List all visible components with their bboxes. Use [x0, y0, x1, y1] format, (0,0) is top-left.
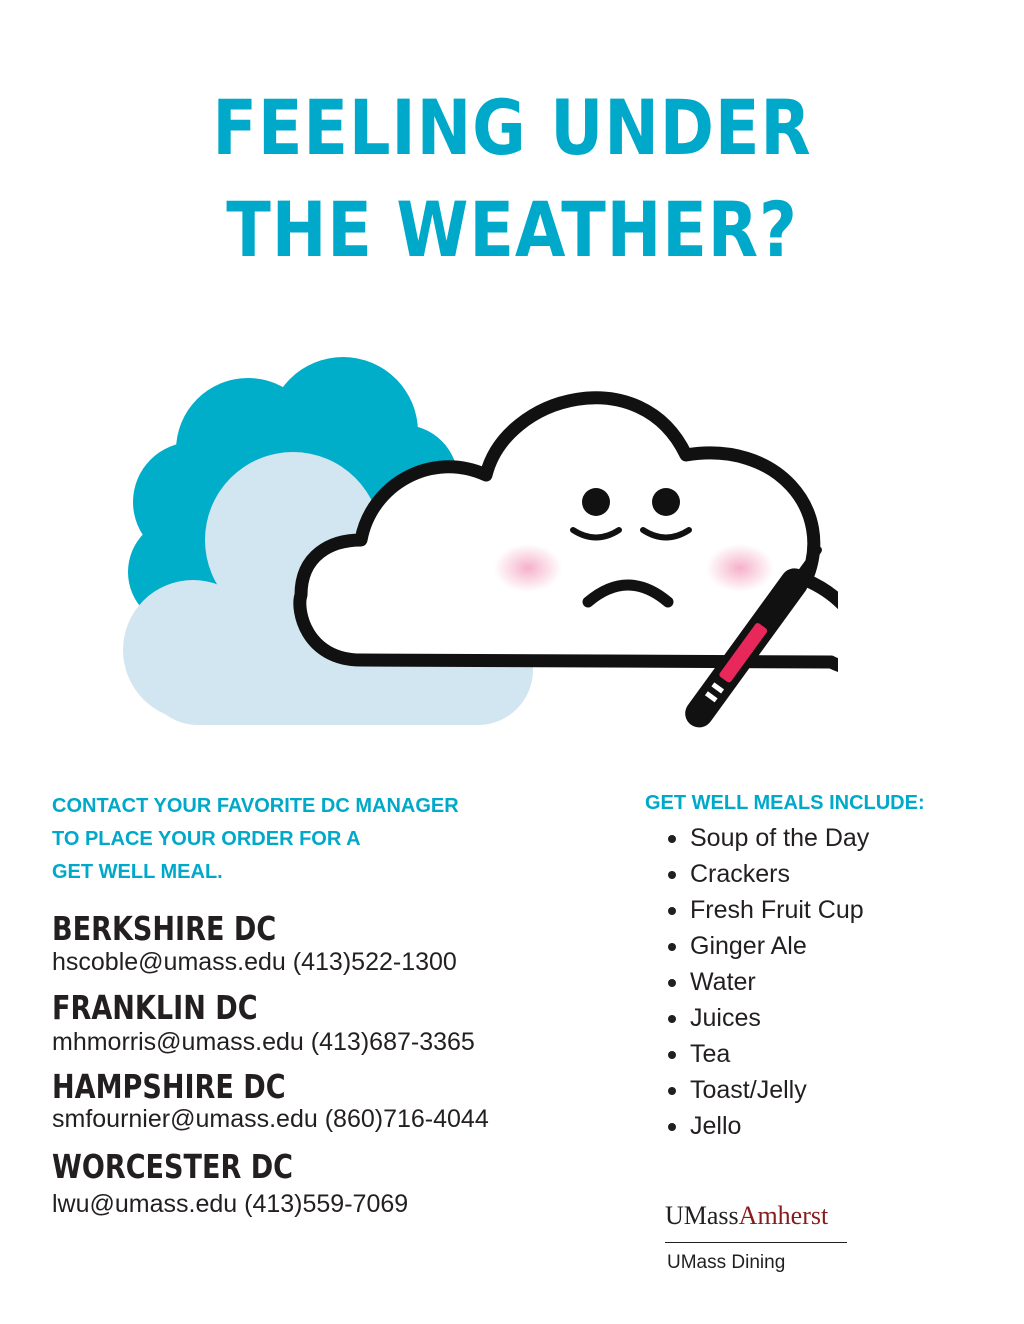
franklin-dc-phone[interactable]: (413)687-3365 — [310, 1028, 475, 1056]
logo-subtitle: UMass Dining — [667, 1252, 786, 1273]
headline-line-2: THE WEATHER? — [226, 185, 798, 274]
meal-item: Soup of the Day — [690, 820, 869, 856]
berkshire-dc-phone[interactable]: (413)522-1300 — [292, 948, 457, 976]
franklin-dc-heading: FRANKLIN DC — [52, 988, 258, 1027]
headline-line-1: FEELING UNDER — [212, 83, 812, 172]
hampshire-dc-phone[interactable]: (860)716-4044 — [324, 1105, 489, 1133]
umass-amherst-logo — [665, 1203, 828, 1229]
meal-item: Ginger Ale — [690, 928, 869, 964]
meal-item: Fresh Fruit Cup — [690, 892, 869, 928]
worcester-dc-heading: WORCESTER DC — [52, 1147, 294, 1186]
meals-list — [690, 820, 869, 1144]
berkshire-dc-email[interactable]: hscoble@umass.edu — [52, 948, 286, 976]
berkshire-dc-heading: BERKSHIRE DC — [52, 909, 277, 948]
logo-divider — [665, 1242, 847, 1243]
worcester-dc-phone[interactable]: (413)559-7069 — [244, 1190, 409, 1218]
worcester-dc-email[interactable]: lwu@umass.edu — [52, 1190, 238, 1218]
berkshire-dc-contact — [52, 950, 457, 975]
hampshire-dc-heading: HAMPSHIRE DC — [52, 1067, 286, 1106]
contact-instructions-line: TO PLACE YOUR ORDER FOR A — [52, 828, 361, 850]
franklin-dc-contact — [52, 1030, 475, 1055]
meals-heading: GET WELL MEALS INCLUDE: — [645, 792, 925, 814]
worcester-dc-contact — [52, 1192, 408, 1217]
logo-amherst-text: Amherst — [738, 1201, 829, 1230]
sick-cloud-illustration — [118, 340, 838, 760]
meal-item: Jello — [690, 1108, 869, 1144]
contact-instructions-line: GET WELL MEAL. — [52, 861, 223, 883]
logo-umass-text: UMass — [665, 1201, 739, 1230]
meal-item: Crackers — [690, 856, 869, 892]
meal-item: Tea — [690, 1036, 869, 1072]
meal-item: Toast/Jelly — [690, 1072, 869, 1108]
hampshire-dc-email[interactable]: smfournier@umass.edu — [52, 1105, 318, 1133]
hampshire-dc-contact — [52, 1107, 489, 1132]
contact-instructions — [52, 790, 612, 889]
contact-instructions-line: CONTACT YOUR FAVORITE DC MANAGER — [52, 795, 459, 817]
meal-item: Juices — [690, 1000, 869, 1036]
franklin-dc-email[interactable]: mhmorris@umass.edu — [52, 1028, 304, 1056]
meal-item: Water — [690, 964, 869, 1000]
